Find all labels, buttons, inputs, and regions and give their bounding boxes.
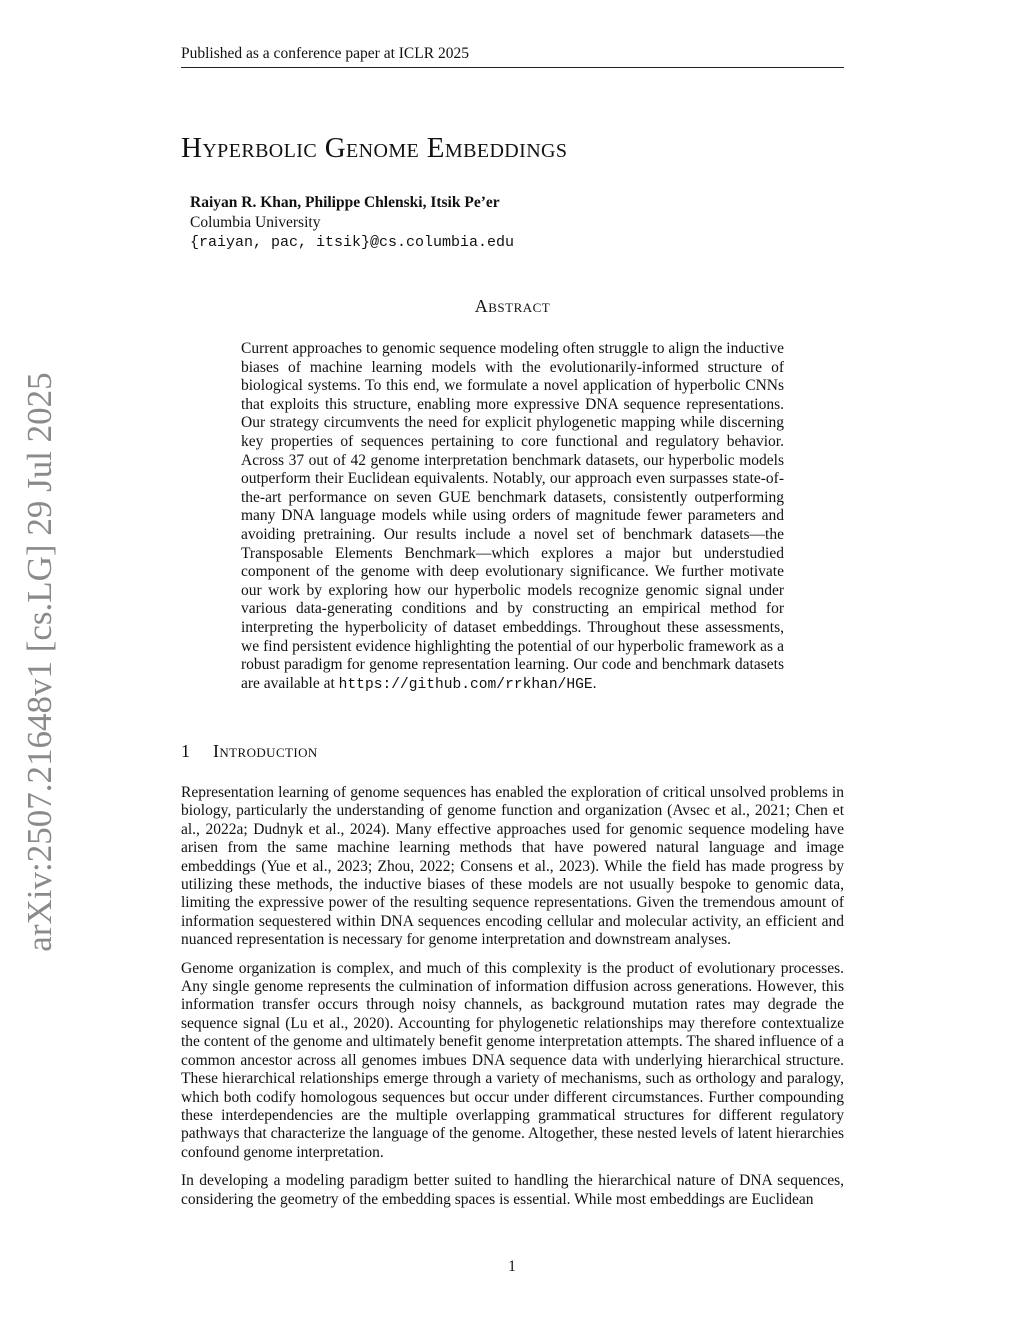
- section-title: Introduction: [213, 741, 318, 761]
- affiliation: Columbia University: [190, 214, 321, 231]
- section-body: [181, 784, 844, 1219]
- paragraph: Genome organization is complex, and much of this complexity is the product of evolutionary processes. Any single genome represents the culmination of information diffusion across generations. However, this information transfer occurs through noisy channels, as background mutation rates may degrade the sequence signal (Lu et al., 2020). Accounting for phylogenetic relationships may therefore contextualize the content of the genome and ultimately benefit genome interpretation attempts. The shared influence of a common ancestor across all genomes imbues DNA sequence data with underlying hierarchical structure. These hierarchical relationships emerge through a variety of mechanisms, such as orthology and paralogy, which both codify homologous sequences but occur under different circumstances. Further compounding these interdependencies are the multiple overlapping grammatical structures for different regulatory pathways that characterize the language of the genome. Altogether, these nested levels of latent hierarchies confound genome interpretation.: [181, 959, 844, 1161]
- page-number: 1: [508, 1258, 516, 1275]
- abstract-end: .: [592, 674, 597, 692]
- abstract-body: [241, 340, 784, 694]
- abstract-text: Current approaches to genomic sequence modeling often struggle to align the inductive biases of machine learning models with the evolutionarily-informed structure of biological systems. To this end, we formulate a novel application of hyperbolic CNNs that exploits this structure, enabling more expressive DNA sequence representations. Our strategy circumvents the need for explicit phylogenetic mapping while discerning key properties of sequences pertaining to core functional and regulatory behavior. Across 37 out of 42 genome interpretation benchmark datasets, our hyperbolic models outperform their Euclidean equivalents. Notably, our approach even surpasses state-of-the-art performance on seven GUE benchmark datasets, consistently outperforming many DNA language models while using orders of magnitude fewer parameters and avoiding pretraining. Our results include a novel set of benchmark datasets—the Transposable Elements Benchmark—which explores a major but understudied component of the genome with deep evolutionary significance. We further motivate our work by exploring how our hyperbolic models recognize genomic signal under various data-generating conditions and by constructing an empirical method for interpreting the hyperbolicity of dataset embeddings. Throughout these assessments, we find persistent evidence highlighting the potential of our hyperbolic framework as a robust paradigm for genome representation learning. Our code and benchmark datasets are available at: [241, 340, 784, 692]
- paragraph: Representation learning of genome sequences has enabled the exploration of critical unsolved problems in biology, particularly the understanding of genome function and organization (Avsec et al., 2021; Chen et al., 2022a; Dudnyk et al., 2024). Many effective approaches used for genomic sequence modeling have arisen from the same machine learning methods that have powered natural language and image embeddings (Yue et al., 2023; Zhou, 2022; Consens et al., 2023). While the field has made progress by utilizing these methods, the inductive biases of these models are not usually bespoke to genomic data, limiting the expressive power of the resulting sequence representations. Given the tremendous amount of information sequestered within DNA sequences encoding cellular and molecular activity, an efficient and nuanced representation is necessary for genome interpretation and downstream analyses.: [181, 784, 844, 949]
- section-heading: [181, 741, 318, 762]
- paper-title: Hyperbolic Genome Embeddings: [181, 132, 568, 164]
- arxiv-identifier: arXiv:2507.21648v1 [cs.LG] 29 Jul 2025: [20, 372, 59, 952]
- paragraph: In developing a modeling paradigm better suited to handling the hierarchical nature of DNA sequences, considering the geometry of the embedding spaces is essential. While most embeddings are Euclidean: [181, 1172, 844, 1208]
- running-head: Published as a conference paper at ICLR 2025: [181, 44, 844, 68]
- abstract-heading: Abstract: [474, 296, 551, 316]
- section-number: 1: [181, 741, 191, 761]
- author-names: Raiyan R. Khan, Philippe Chlenski, Itsik Pe’er: [190, 194, 500, 211]
- code-link[interactable]: https://github.com/rrkhan/HGE: [338, 676, 593, 693]
- author-email: {raiyan, pac, itsik}@cs.columbia.edu: [190, 234, 515, 251]
- author-block: [190, 193, 514, 253]
